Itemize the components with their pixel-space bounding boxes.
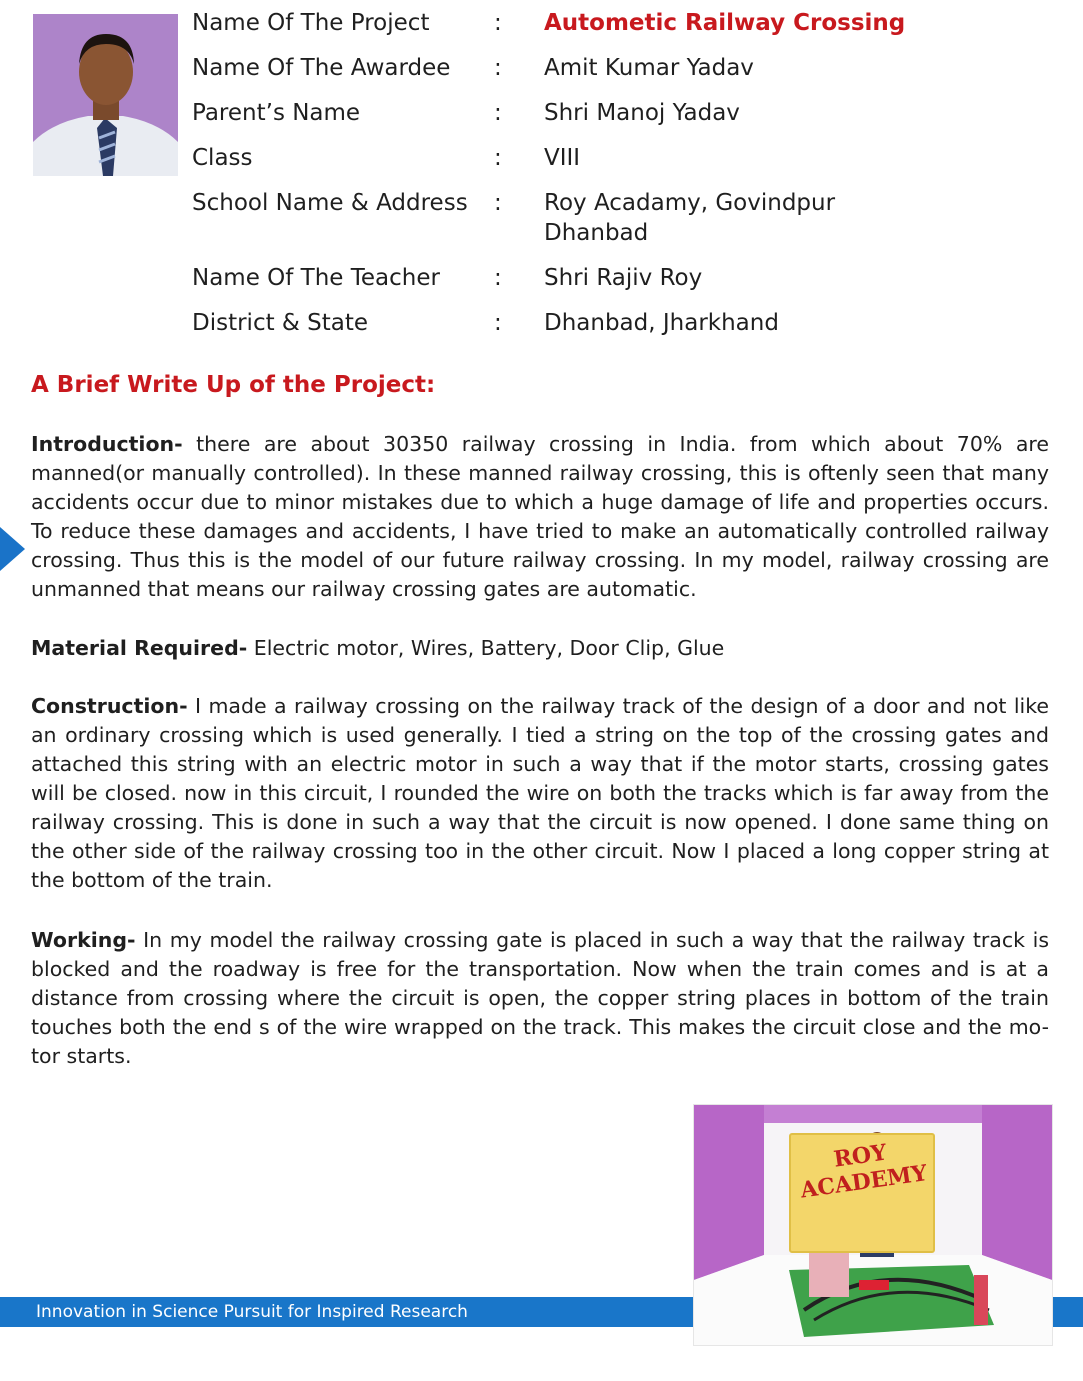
writeup-heading: A Brief Write Up of the Project:: [31, 372, 436, 398]
project-photo: [693, 1104, 1053, 1346]
info-separator: :: [494, 145, 502, 171]
info-label: Name Of The Teacher: [192, 265, 440, 291]
info-separator: :: [494, 100, 502, 126]
info-label: Name Of The Awardee: [192, 55, 451, 81]
info-separator: :: [494, 10, 502, 36]
working-paragraph: [31, 926, 1049, 1071]
info-value: VIII: [544, 145, 581, 171]
materials-paragraph: [31, 634, 1049, 663]
construction-paragraph: [31, 692, 1049, 895]
project-title: Autometic Railway Crossing: [544, 10, 906, 36]
banner-title: ROY ACADEMY: [798, 1139, 929, 1204]
info-separator: :: [494, 55, 502, 81]
introduction-label: Introduction-: [31, 432, 183, 456]
footer-tagline: Innovation in Science Pursuit for Inspired Research: [36, 1302, 468, 1322]
materials-text: Electric motor, Wires, Battery, Door Clip, Glue: [247, 636, 725, 660]
info-separator: :: [494, 190, 502, 216]
info-value: Amit Kumar Yadav: [544, 55, 754, 81]
working-text: In my model the railway crossing gate is placed in such a way that the railway track is blocked and the roadway is free for the transportation. Now when the train comes and is at a distance from crossing where the circuit is open, the copper string places in bottom of the train touches both the end s of the wire wrapped on the track. This makes the circuit close and the mo-tor starts.: [31, 928, 1049, 1068]
school-banner: [789, 1133, 935, 1253]
info-label: Class: [192, 145, 253, 171]
introduction-text: there are about 30350 railway crossing in India. from which about 70% are manned(or manually controlled). In these manned railway crossing, this is oftenly seen that many accidents occur due to minor mistakes due to which a huge damage of life and properties occurs. To reduce these damages and accidents, I have tried to make an automatically controlled railway crossing. Thus this is the model of our future railway crossing. In my model, railway crossing are unmanned that means our railway crossing gates are automatic.: [31, 432, 1049, 601]
info-value: Shri Manoj Yadav: [544, 100, 740, 126]
introduction-paragraph: [31, 430, 1049, 604]
info-value: Dhanbad: [544, 220, 649, 246]
construction-text: I made a railway crossing on the railway track of the design of a door and not like an ordinary crossing which is used generally. I tied a string on the top of the crossing gates and attached this string with an electric motor in such a way that if the motor starts, crossing gates will be closed. now in this circuit, I rounded the wire on both the tracks which is far away from the railway crossing. This is done in such a way that the circuit is now opened. I done same thing on the other side of the railway crossing too in the other circuit. Now I placed a long copper string at the bottom of the train.: [31, 694, 1049, 892]
info-label: Name Of The Project: [192, 10, 430, 36]
info-separator: :: [494, 265, 502, 291]
info-value: Roy Acadamy, Govindpur: [544, 190, 836, 216]
info-label: School Name & Address: [192, 190, 468, 216]
materials-label: Material Required-: [31, 636, 248, 660]
info-separator: :: [494, 310, 502, 336]
info-value: Dhanbad, Jharkhand: [544, 310, 779, 336]
blue-arrow-marker: [0, 527, 25, 571]
info-value: Shri Rajiv Roy: [544, 265, 703, 291]
info-label: Parent’s Name: [192, 100, 361, 126]
awardee-portrait: [33, 14, 178, 176]
construction-label: Construction-: [31, 694, 188, 718]
info-label: District & State: [192, 310, 369, 336]
working-label: Working-: [31, 928, 136, 952]
